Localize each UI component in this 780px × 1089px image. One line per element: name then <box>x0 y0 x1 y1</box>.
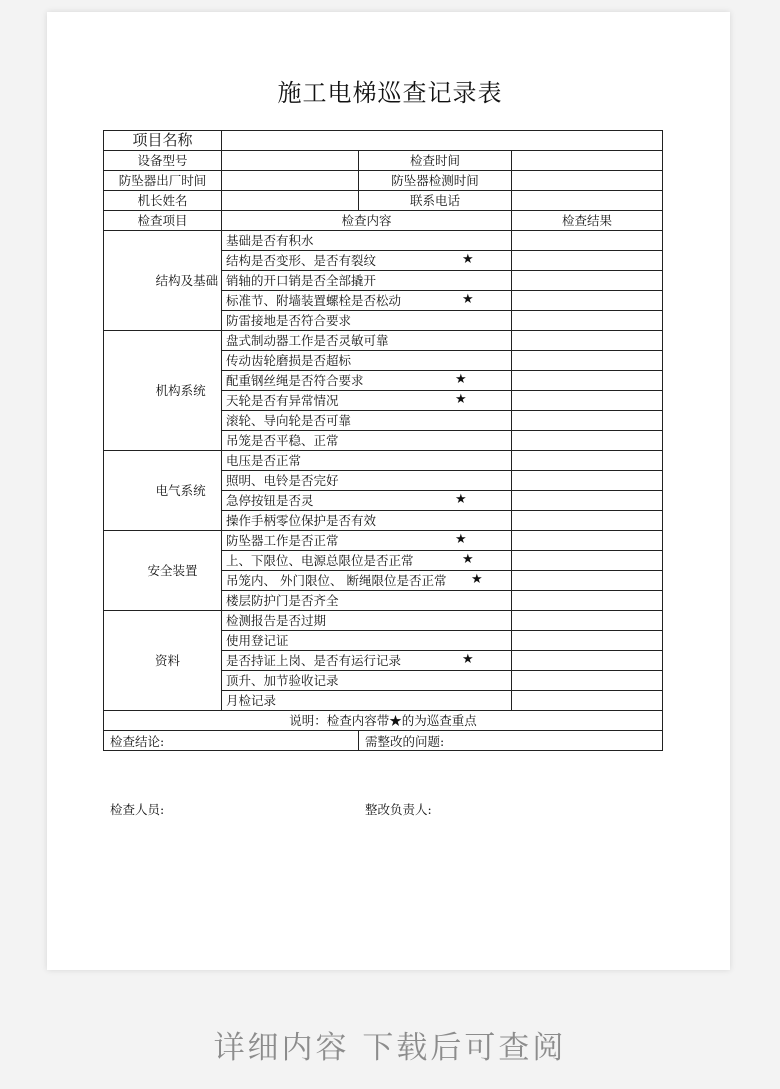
inspection-item-text: 盘式制动器工作是否灵敏可靠 <box>226 333 389 348</box>
inspection-item <box>222 271 512 291</box>
inspection-item <box>222 311 512 331</box>
inspection-result-field[interactable] <box>512 271 663 291</box>
inspection-item-text: 检测报告是否过期 <box>226 613 327 628</box>
inspection-result-field[interactable] <box>512 511 663 531</box>
group-label <box>104 451 222 531</box>
inspection-row <box>104 531 663 551</box>
group-label-text: 机构系统 <box>155 383 206 398</box>
inspection-item <box>222 451 512 471</box>
inspection-result-field[interactable] <box>512 471 663 491</box>
inspection-result-field[interactable] <box>512 671 663 691</box>
inspection-time-label: 检查时间 <box>359 151 512 171</box>
inspection-item <box>222 591 512 611</box>
group-label-text: 电气系统 <box>155 483 206 498</box>
key-point-star-icon: ★ <box>462 292 474 307</box>
fall-arrester-test-time-field[interactable] <box>512 171 663 191</box>
inspection-result-field[interactable] <box>512 231 663 251</box>
inspection-item-text: 标准节、附墙装置螺栓是否松动 <box>226 293 402 308</box>
conclusion-label: 检查结论: <box>110 734 165 749</box>
key-point-star-icon: ★ <box>455 372 467 387</box>
inspection-item-text: 顶升、加节验收记录 <box>226 673 339 688</box>
group-label <box>104 531 222 611</box>
key-point-star-icon: ★ <box>462 652 474 667</box>
key-point-star-icon: ★ <box>462 552 474 567</box>
equipment-model-field[interactable] <box>222 151 359 171</box>
responsible-label: 整改负责人: <box>365 802 432 817</box>
inspection-item-text: 是否持证上岗、是否有运行记录 <box>226 653 402 668</box>
inspection-item <box>222 671 512 691</box>
project-name-label: 项目名称 <box>104 131 222 151</box>
inspection-item <box>222 491 512 511</box>
inspection-result-field[interactable] <box>512 611 663 631</box>
fall-arrester-factory-time-label: 防坠器出厂时间 <box>104 171 222 191</box>
inspection-result-field[interactable] <box>512 571 663 591</box>
inspection-item-text: 操作手柄零位保护是否有效 <box>226 513 377 528</box>
inspection-form <box>103 130 663 817</box>
fall-arrester-factory-time-field[interactable] <box>222 171 359 191</box>
inspection-item-text: 急停按钮是否灵 <box>226 493 314 508</box>
inspection-item-text: 基础是否有积水 <box>226 233 314 248</box>
fall-arrester-test-time-label: 防坠器检测时间 <box>359 171 512 191</box>
inspection-result-field[interactable] <box>512 391 663 411</box>
inspection-result-field[interactable] <box>512 411 663 431</box>
group-label-text: 结构及基础 <box>155 273 219 288</box>
inspection-result-field[interactable] <box>512 291 663 311</box>
inspection-item <box>222 371 512 391</box>
issues-label: 需整改的问题: <box>365 734 445 749</box>
inspection-row <box>104 611 663 631</box>
inspection-row <box>104 451 663 471</box>
key-point-star-icon: ★ <box>455 492 467 507</box>
key-point-star-icon: ★ <box>462 252 474 267</box>
inspection-item <box>222 611 512 631</box>
inspection-item-text: 上、下限位、电源总限位是否正常 <box>226 553 414 568</box>
inspection-result-field[interactable] <box>512 371 663 391</box>
group-label <box>104 231 222 331</box>
inspection-result-field[interactable] <box>512 431 663 451</box>
inspection-item <box>222 571 512 591</box>
inspection-item <box>222 431 512 451</box>
inspection-result-field[interactable] <box>512 331 663 351</box>
inspection-item-text: 楼层防护门是否齐全 <box>226 593 339 608</box>
inspection-result-field[interactable] <box>512 251 663 271</box>
inspection-result-field[interactable] <box>512 311 663 331</box>
inspection-result-field[interactable] <box>512 491 663 511</box>
project-name-field[interactable] <box>222 131 663 151</box>
download-hint: 详细内容 下载后可查阅 <box>213 1030 567 1066</box>
key-point-star-icon: ★ <box>471 572 483 587</box>
inspection-item <box>222 531 512 551</box>
inspection-item <box>222 691 512 711</box>
column-header-content: 检查内容 <box>222 211 512 231</box>
inspection-result-field[interactable] <box>512 451 663 471</box>
issues-box[interactable] <box>359 731 663 817</box>
inspection-result-field[interactable] <box>512 691 663 711</box>
equipment-model-label: 设备型号 <box>104 151 222 171</box>
inspection-result-field[interactable] <box>512 351 663 371</box>
key-point-star-icon: ★ <box>455 532 467 547</box>
inspection-result-field[interactable] <box>512 631 663 651</box>
inspection-result-field[interactable] <box>512 651 663 671</box>
inspection-item <box>222 411 512 431</box>
inspection-time-field[interactable] <box>512 151 663 171</box>
conclusion-box[interactable] <box>104 731 359 817</box>
operator-name-label: 机长姓名 <box>104 191 222 211</box>
group-label-text: 安全装置 <box>147 563 198 578</box>
inspection-item <box>222 351 512 371</box>
column-header-item: 检查项目 <box>104 211 222 231</box>
inspection-item-text: 月检记录 <box>226 693 277 708</box>
inspection-item-text: 配重钢丝绳是否符合要求 <box>226 373 364 388</box>
inspection-item-text: 结构是否变形、是否有裂纹 <box>226 253 377 268</box>
inspection-item-text: 天轮是否有异常情况 <box>226 393 339 408</box>
group-label <box>104 611 222 711</box>
inspection-row <box>104 231 663 251</box>
inspection-item-text: 防坠器工作是否正常 <box>226 533 339 548</box>
inspection-item-text: 照明、电铃是否完好 <box>226 473 339 488</box>
inspection-item <box>222 251 512 271</box>
key-note: 说明：检查内容带★的为巡查重点 <box>104 711 663 731</box>
inspection-item <box>222 471 512 491</box>
group-label <box>104 331 222 451</box>
inspection-item-text: 滚轮、导向轮是否可靠 <box>226 413 352 428</box>
inspection-item-text: 吊笼是否平稳、正常 <box>226 433 339 448</box>
inspection-item <box>222 291 512 311</box>
contact-phone-label: 联系电话 <box>359 191 512 211</box>
inspection-item-text: 吊笼内、 外门限位、 断绳限位是否正常 <box>226 573 447 588</box>
inspection-result-field[interactable] <box>512 551 663 571</box>
group-label-text: 资料 <box>155 653 181 668</box>
inspection-item-text: 使用登记证 <box>226 633 289 648</box>
inspection-item <box>222 391 512 411</box>
column-header-result: 检查结果 <box>512 211 663 231</box>
inspection-item <box>222 231 512 251</box>
inspection-item <box>222 511 512 531</box>
inspection-item-text: 传动齿轮磨损是否超标 <box>226 353 352 368</box>
inspection-result-field[interactable] <box>512 531 663 551</box>
inspection-item-text: 销轴的开口销是否全部撬开 <box>226 273 377 288</box>
operator-name-field[interactable] <box>222 191 359 211</box>
inspection-row <box>104 331 663 351</box>
key-point-star-icon: ★ <box>455 392 467 407</box>
inspection-item-text: 防雷接地是否符合要求 <box>226 313 352 328</box>
inspector-label: 检查人员: <box>110 802 165 817</box>
inspection-item <box>222 631 512 651</box>
inspection-item <box>222 551 512 571</box>
inspection-item-text: 电压是否正常 <box>226 453 302 468</box>
contact-phone-field[interactable] <box>512 191 663 211</box>
inspection-item <box>222 651 512 671</box>
inspection-result-field[interactable] <box>512 591 663 611</box>
inspection-item <box>222 331 512 351</box>
document-title: 施工电梯巡查记录表 <box>277 79 503 107</box>
